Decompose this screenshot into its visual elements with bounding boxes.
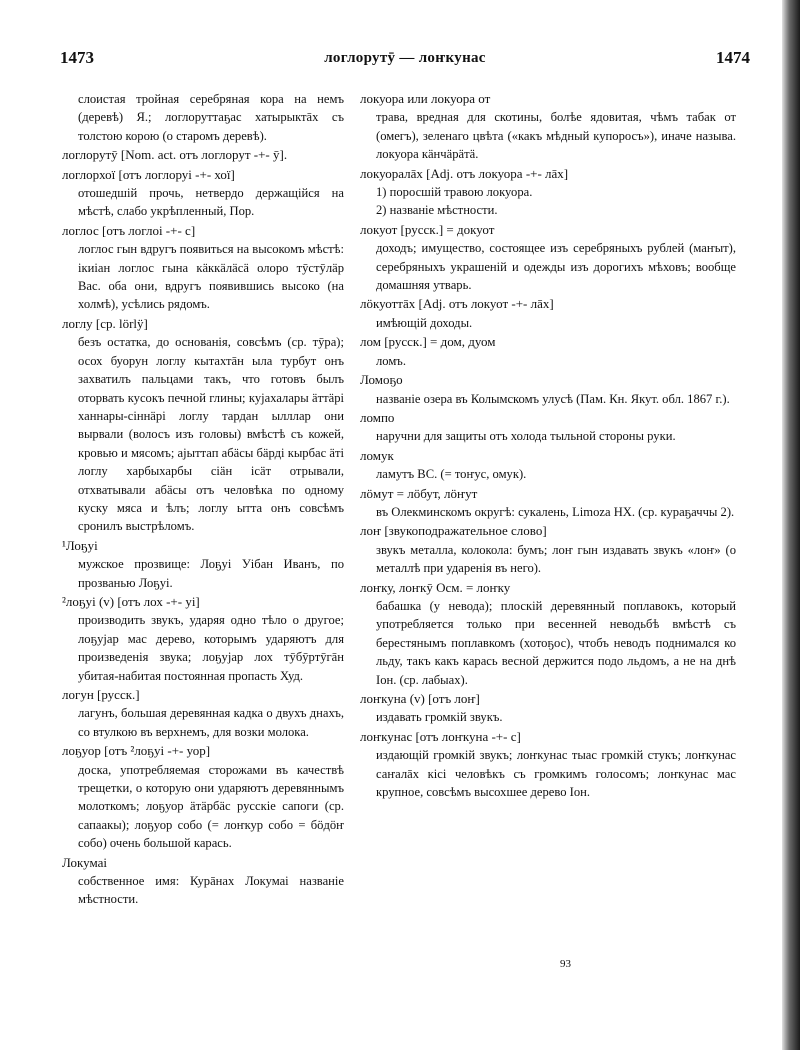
entry-definition: трава, вредная для скотины, болѣе ядовитая, чѣмъ табак от (омегъ), зеленаго цвѣта («какъ мѣдный купоросъ»), иначе называ. локуора кäнчäрäтä. bbox=[376, 110, 736, 162]
page-header bbox=[60, 48, 750, 76]
entry-headword: ломук bbox=[360, 447, 394, 463]
running-title: логлорутӯ — лоҥкунас bbox=[324, 50, 486, 66]
entry-definition: собственное имя: Курāнах Локумаі названіе мѣстности. bbox=[78, 874, 344, 907]
entry-headword: Ломоҕо bbox=[360, 372, 403, 388]
entry-definition: слоистая тройная серебряная кора на немъ (деревѣ) Я.; логлоруттаҕас хатырыктāх съ толстою корою (о старомъ деревѣ). bbox=[78, 92, 344, 143]
signature-mark: 93 bbox=[560, 958, 571, 970]
dictionary-entry bbox=[360, 728, 736, 802]
entry-definition: имѣющій доходы. bbox=[376, 315, 473, 330]
entry-headword: логун [русск.] bbox=[62, 687, 140, 702]
page-edge-shadow bbox=[782, 0, 800, 1050]
entry-definition: ломъ. bbox=[376, 353, 406, 368]
entry-headword: лöкуоттāх [Adj. отъ локуот -+- лāх] bbox=[360, 296, 554, 312]
dictionary-entry bbox=[62, 854, 344, 909]
entry-headword: лоҥкуна (v) [отъ лоҥ] bbox=[360, 691, 480, 706]
entry-definition: доходъ; имущество, состоящее изъ серебряныхъ рублей (маҥыт), серебряныхъ украшеній и одежды изъ дорогихъ мѣховъ; вообще домашняя утварь. bbox=[376, 241, 736, 293]
entry-headword: Локумаі bbox=[62, 854, 107, 870]
entry-headword: лоҥкунас [отъ лоҥкуна -+- с] bbox=[360, 728, 521, 744]
entry-definition: безъ остатка, до основанія, совсѣмъ (ср. тӯра); осох буорун логлу кытахтāн ыла турбут онъ захватилъ пальцами такъ, что готовъ былъ оторвать кусокъ печной глины; кујахалары äттäрі ханнары-сіннäрі логлу тардан ылллар они вырвали (волосъ изъ головы) вмѣстѣ съ кожей, кровью и мясомъ; аjыттап абäсы бäрдi кырбас äтi логлу харбыхарбы сіäн ісäт отрывали, отхватывали абäсы отъ человѣка по одному куску мяса и ѣлъ; логлу ытта онъ совсѣмъ сронилъ выстрѣломъ. bbox=[78, 335, 344, 534]
entry-headword: логлу [ср. lörlÿ] bbox=[62, 315, 148, 331]
dictionary-entry bbox=[360, 295, 736, 332]
entry-definition: лагунъ, большая деревянная кадка о двухъ днахъ, со втулкою въ верхнемъ, для возки молока. bbox=[78, 706, 344, 739]
entry-headword: лоҥку, лоҥкӯ Осм. = лоҥку bbox=[360, 579, 511, 595]
entry-definition: мужское прозвище: Лоҕуі Уібан Иванъ, по прозванью Лоҕуі. bbox=[78, 557, 344, 590]
dictionary-entry bbox=[360, 485, 736, 522]
dictionary-entry bbox=[360, 371, 736, 408]
entry-headword: логлос [отъ логлоі -+- с] bbox=[62, 222, 196, 238]
dictionary-entry bbox=[360, 333, 736, 370]
dictionary-entry bbox=[360, 447, 736, 484]
dictionary-entry bbox=[360, 690, 736, 727]
page-number-right: 1474 bbox=[716, 48, 750, 67]
entry-headword: лом [русск.] = дом, дуом bbox=[360, 334, 496, 350]
dictionary-entry bbox=[62, 593, 344, 685]
dictionary-entry bbox=[62, 537, 344, 592]
entry-headword: локуора или локуора от bbox=[360, 91, 491, 106]
entry-definition: издающій громкій звукъ; лоҥкунас тыас громкій стукъ; лоҥкунас саҥалāх кісі человѣкъ съ громкимъ голосомъ; лоҥкунас мас крупное, совсѣмъ высохшее дерево Іон. bbox=[376, 748, 736, 800]
entry-definition: производить звукъ, ударяя одно тѣло о другое; лоҕујар мас дерево, которымъ ударяютъ для произведенія звука; лоҕујар лох тӯбӯртӯгāн убитая-набитая постоянная пропасть Худ. bbox=[78, 613, 344, 683]
dictionary-entry bbox=[360, 522, 736, 577]
dictionary-entry bbox=[62, 166, 344, 221]
dictionary-entry bbox=[62, 146, 344, 164]
entry-headword: ¹Лоҕуі bbox=[62, 537, 98, 553]
entry-headword: логлорхої [отъ логлоруі -+- хої] bbox=[62, 166, 235, 182]
entry-headword: ломпо bbox=[360, 409, 395, 425]
dictionary-entry bbox=[62, 742, 344, 852]
entry-definition: 1) поросшій травою локуора. bbox=[376, 185, 533, 200]
right-column bbox=[360, 90, 736, 802]
entry-definition: названіе озера въ Колымскомъ улусѣ (Пам. Кн. Якут. обл. 1867 г.). bbox=[376, 391, 730, 406]
dictionary-entry bbox=[62, 222, 344, 314]
entry-headword: лоҕуор [отъ ²лоҕуі -+- уор] bbox=[62, 743, 211, 759]
dictionary-entry bbox=[360, 165, 736, 220]
dictionary-entry bbox=[360, 221, 736, 295]
dictionary-entry bbox=[360, 90, 736, 164]
dictionary-entry bbox=[62, 315, 344, 536]
entry-headword: логлорутӯ [Nom. act. отъ логлорут -+- ӯ]. bbox=[62, 147, 288, 163]
entry-headword: ²лоҕуі (v) [отъ лох -+- уі] bbox=[62, 593, 200, 609]
dictionary-entry bbox=[62, 90, 344, 145]
entry-definition: бабашка (у невода); плоскій деревянный поплавокъ, который употребляется только при весенней неводьбѣ вмѣстѣ съ берестянымъ поплавкомъ (хотоҕос), чтобъ неводъ поднимался ко льду, такъ какъ карась весной держится подо льдомъ, а не на днѣ Іон. (ср. лабыах). bbox=[376, 598, 736, 687]
entry-definition: 2) названіе мѣстности. bbox=[376, 203, 498, 218]
entry-definition: въ Олекминскомъ округѣ: сукалень, Limoza НХ. (ср. кураҕаччы 2). bbox=[376, 504, 735, 519]
entry-definition: издавать громкій звукъ. bbox=[376, 710, 503, 725]
entry-definition: наручни для защиты отъ холода тыльной стороны руки. bbox=[376, 429, 676, 444]
left-column bbox=[62, 90, 344, 910]
entry-headword: локуот [русск.] = докуот bbox=[360, 221, 495, 237]
entry-definition: отошедшій прочь, нетвердо держащійся на мѣстѣ, слабо укрѣпленный, Пор. bbox=[78, 186, 344, 219]
dictionary-entry bbox=[360, 409, 736, 446]
page-number-left: 1473 bbox=[60, 48, 94, 67]
entry-definition: звукъ металла, колокола: бумъ; лоҥ гын издавать звукъ «лоҥ» (о металлѣ при ударенія въ него). bbox=[376, 542, 736, 576]
dictionary-entry bbox=[62, 686, 344, 741]
entry-definition: доска, употребляемая сторожами въ качествѣ трещетки, о которую они ударяютъ деревяннымъ молоткомъ; лоҕуор äтäрбäс русскіе сапоги (ср. сапаакы); лоҕуор собо (= лоҥкур собо = бöдöҥ собо) очень большой карась. bbox=[78, 762, 344, 851]
entry-definition: ламутъ ВС. (= тоҥус, омук). bbox=[376, 467, 527, 482]
entry-definition: логлос гын вдругъ появиться на высокомъ мѣстѣ: ікиіан логлос гына кäккäлäсä олоро тӯстӯлäр Вас. оба они, вдругъ появившись высоко (на холмѣ), усѣлись рядомъ. bbox=[78, 242, 344, 312]
entry-headword: локуоралāх [Adj. отъ локуора -+- лāх] bbox=[360, 165, 569, 181]
dictionary-entry bbox=[360, 579, 736, 689]
entry-headword: лоҥ [звукоподражательное слово] bbox=[360, 523, 547, 539]
entry-headword: лöмут = лöбут, лöҥут bbox=[360, 485, 478, 501]
